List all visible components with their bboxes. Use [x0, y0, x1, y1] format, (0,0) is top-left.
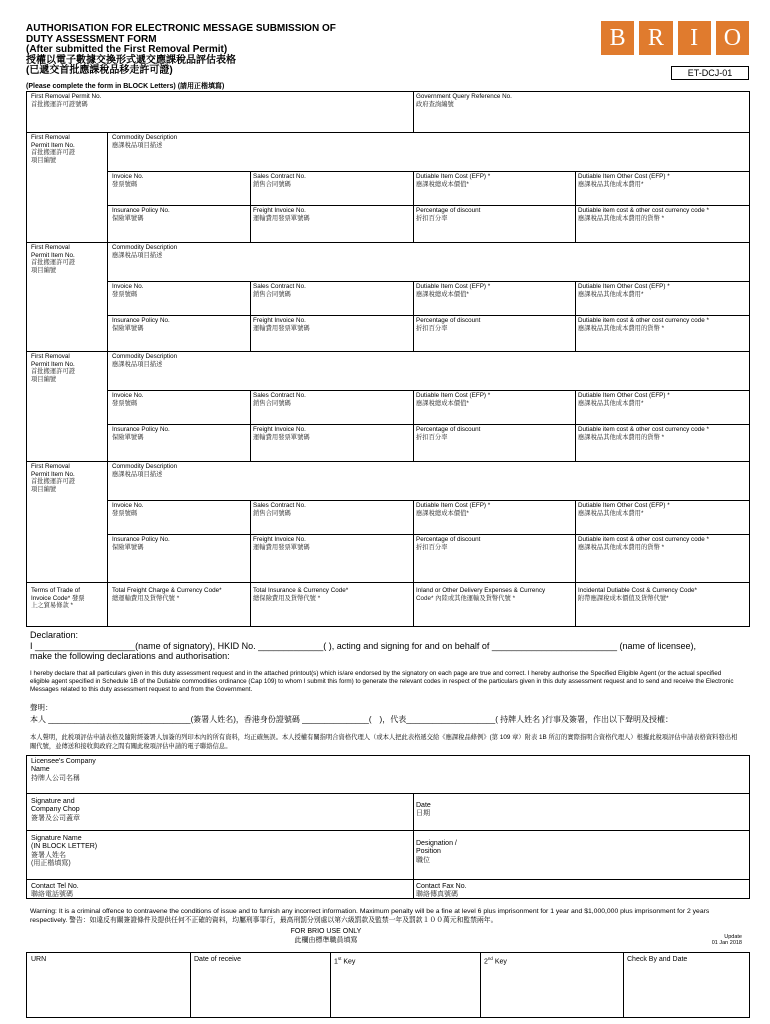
update-date: Update 01 Jan 2018	[711, 934, 742, 947]
second-key-label: 2nd Key	[484, 956, 507, 966]
declaration-heading: Declaration:	[30, 630, 79, 640]
brio-use-only: FOR BRIO USE ONLY 此欄由標準職員填寫	[290, 928, 362, 944]
form-title	[26, 24, 586, 77]
logo-letter-o: O	[716, 21, 749, 55]
declaration-english-text: I hereby declare that all particulars given in this duty assessment request and in the attached printout(s) which is/are endorsed by the signatory on each page are true and correct. I hereby authorise the Specified Eligible Agent (or the actual specified eligible agent specified in Schedule 1B of the Dutiable commodities ordinance (Cap 109) to whom I submit this form) to generate the relevant codes in respect of the particulars given in this duty assessment request and to send and receive the Electronic Messages related to this duty assessment request to and from the Government.	[30, 670, 734, 693]
logo-letter-r: R	[639, 21, 672, 55]
item-3-freight-invoice-no-label: Freight Invoice No. 運輸費用發票單號碼	[253, 426, 310, 441]
item-2-sales-contract-no-label: Sales Contract No. 銷售合同號碼	[253, 283, 306, 298]
item-3-dutiable-other-cost-label: Dutiable Item Other Cost (EFP) * 應課稅品其他成本費用*	[578, 392, 670, 407]
item-4-invoice-no-label: Invoice No. 發票號碼	[112, 502, 144, 517]
first-key-label: 1st Key	[334, 956, 356, 966]
item-3-permit-item-label: First Removal Permit Item No. 首批搬運許可證 項目編號	[31, 353, 76, 383]
item-1-invoice-no-label: Invoice No. 發票號碼	[112, 173, 144, 188]
date-label: Date 日期	[416, 802, 431, 818]
urn-label: URN	[31, 956, 47, 963]
total-insurance-label: Total Insurance & Currency Code* 總保險費用及貨幣代號 *	[253, 587, 349, 602]
item-3-dutiable-item-cost-label: Dutiable Item Cost (EFP) * 應課稅總成本價值*	[416, 392, 491, 407]
declaration-block	[30, 630, 750, 662]
declaration-chinese-text: 本人聲明，此税項評估申請表格及隨附經簽署人加簽的列印本內的所有資料，均正確無誤。本人授權有關指明合資格代理人（或本人把此表格遞交給《應課稅品條例》(第 109 章）附表 1B 所訂的實際指明合資格代理人）根據此稅項評估申請表格資料發出相關代號，並傳送和接收與政府之間有關此稅項評估申請的電子聯絡信息。	[30, 734, 738, 750]
permit-no-label: First Removal Permit No. 首批搬運許可證號碼	[31, 93, 102, 108]
title-line-1: AUTHORISATION FOR ELECTRONIC MESSAGE SUBMISSION OF	[26, 23, 336, 34]
brio-logo	[601, 21, 749, 55]
item-1-freight-invoice-no-label: Freight Invoice No. 運輸費用發票單號碼	[253, 207, 310, 222]
item-4-permit-item-label: First Removal Permit Item No. 首批搬運許可證 項目編號	[31, 463, 76, 493]
declaration-line-1: I ____________________(name of signatory), HKID No. _____________( ), acting and signing for and on behalf of _________________________ (name of licensee),	[30, 640, 696, 651]
brio-processing-table	[26, 952, 750, 1018]
signature-chop-label: Signature and Company Chop 簽署及公司蓋章	[31, 798, 80, 822]
warning-notice	[30, 908, 742, 925]
title-line-5: (已遞交首批應課稅品移走許可證)	[26, 65, 173, 77]
item-1-dutiable-other-cost-label: Dutiable Item Other Cost (EFP) * 應課稅品其他成本費用*	[578, 173, 670, 188]
item-4-insurance-policy-no-label: Insurance Policy No. 保險單號碼	[112, 536, 170, 551]
signature-section	[26, 755, 750, 899]
item-4-freight-invoice-no-label: Freight Invoice No. 運輸費用發票單號碼	[253, 536, 310, 551]
licensee-name-label: Licensee's Company Name 持牌人公司名稱	[31, 758, 96, 782]
item-2-freight-invoice-no-label: Freight Invoice No. 運輸費用發票單號碼	[253, 317, 310, 332]
item-1-commodity-label: Commodity Description 應課稅品項目描述	[112, 134, 178, 149]
item-3-currency-code-label: Dutiable item cost & other cost currency code * 應課稅品其他成本費用的貨幣 *	[578, 426, 709, 441]
title-line-4: 授權以電子數據交換形式遞交應課稅品評估表格	[26, 54, 236, 66]
incidental-cost-label: Incidental Dutiable Cost & Currency Code* 附帶應課稅成本價值及貨幣代號*	[578, 587, 698, 602]
title-line-3: (After submitted the First Removal Permit)	[26, 44, 228, 56]
item-4-discount-percentage-label: Percentage of discount 折扣百分率	[416, 536, 481, 551]
item-2-insurance-policy-no-label: Insurance Policy No. 保險單號碼	[112, 317, 170, 332]
terms-of-trade-label: Terms of Trade of Invoice Code* 發票 上之貿易條款 *	[31, 587, 85, 610]
item-1-permit-item-label: First Removal Permit Item No. 首批搬運許可證 項目編號	[31, 134, 76, 164]
item-1-discount-percentage-label: Percentage of discount 折扣百分率	[416, 207, 481, 222]
item-3-sales-contract-no-label: Sales Contract No. 銷售合同號碼	[253, 392, 306, 407]
logo-letter-b: B	[601, 21, 634, 55]
item-3-commodity-label: Commodity Description 應課稅品項目描述	[112, 353, 178, 368]
item-4-commodity-label: Commodity Description 應課稅品項目描述	[112, 463, 178, 478]
item-4-dutiable-item-cost-label: Dutiable Item Cost (EFP) * 應課稅總成本價值*	[416, 502, 491, 517]
item-2-invoice-no-label: Invoice No. 發票號碼	[112, 283, 144, 298]
form-code-box: ET-DCJ-01	[671, 66, 749, 80]
gov-query-ref-label: Government Query Reference No. 政府查詢編號	[416, 93, 512, 108]
designation-label: Designation / Position 職位	[416, 840, 457, 864]
item-1-sales-contract-no-label: Sales Contract No. 銷售合同號碼	[253, 173, 306, 188]
declaration-chinese-line: 本人 ________________________________(簽署人姓名)，香港身份證號碼 _______________( )，代表____________________( 持牌人姓名 )行事及簽署，作出以下聲明及授權：	[30, 715, 673, 724]
item-1-insurance-policy-no-label: Insurance Policy No. 保險單號碼	[112, 207, 170, 222]
signature-name-label: Signature Name (IN BLOCK LETTER) 簽署人姓名 (用正楷填寫)	[31, 835, 98, 868]
date-of-receive-label: Date of receive	[194, 956, 242, 963]
declaration-chinese-heading: 聲明：	[30, 703, 53, 712]
declaration-line-2: make the following declarations and authorisation:	[30, 651, 230, 662]
item-1-currency-code-label: Dutiable item cost & other cost currency code * 應課稅品其他成本費用的貨幣 *	[578, 207, 709, 222]
item-2-dutiable-other-cost-label: Dutiable Item Other Cost (EFP) * 應課稅品其他成本費用*	[578, 283, 670, 298]
item-4-currency-code-label: Dutiable item cost & other cost currency code * 應課稅品其他成本費用的貨幣 *	[578, 536, 709, 551]
item-4-sales-contract-no-label: Sales Contract No. 銷售合同號碼	[253, 502, 306, 517]
total-freight-label: Total Freight Charge & Currency Code* 總運輸費用及貨幣代號 *	[112, 587, 222, 602]
title-line-2: DUTY ASSESSMENT FORM	[26, 33, 157, 45]
logo-letter-i: I	[678, 21, 711, 55]
item-2-commodity-label: Commodity Description 應課稅品項目描述	[112, 244, 178, 259]
item-2-discount-percentage-label: Percentage of discount 折扣百分率	[416, 317, 481, 332]
block-letters-instruction: (Please complete the form in BLOCK Letters) (請用正楷填寫)	[26, 83, 225, 90]
item-details-table	[26, 91, 750, 627]
item-3-insurance-policy-no-label: Insurance Policy No. 保險單號碼	[112, 426, 170, 441]
contact-tel-label: Contact Tel No. 聯絡電話號碼	[31, 883, 79, 899]
contact-fax-label: Contact Fax No. 聯絡傳真號碼	[416, 883, 467, 899]
item-2-permit-item-label: First Removal Permit Item No. 首批搬運許可證 項目編號	[31, 244, 76, 274]
item-2-dutiable-item-cost-label: Dutiable Item Cost (EFP) * 應課稅總成本價值*	[416, 283, 491, 298]
warning-english: Warning: It is a criminal offence to contravene the conditions of issue and to furnish any incorrect information. Maximum penalty will be a fine at level 6 plus imprisonment for 1 year and $1,000,000 plus imprisonment for 2 years respectively.	[30, 908, 710, 924]
inland-delivery-label: Inland or Other Delivery Expenses & Currency Code* 內陸或其他運輸及貨幣代號 *	[416, 587, 546, 602]
item-4-dutiable-other-cost-label: Dutiable Item Other Cost (EFP) * 應課稅品其他成本費用*	[578, 502, 670, 517]
item-2-currency-code-label: Dutiable item cost & other cost currency code * 應課稅品其他成本費用的貨幣 *	[578, 317, 709, 332]
item-3-discount-percentage-label: Percentage of discount 折扣百分率	[416, 426, 481, 441]
item-1-dutiable-item-cost-label: Dutiable Item Cost (EFP) * 應課稅總成本價值*	[416, 173, 491, 188]
check-by-date-label: Check By and Date	[627, 956, 688, 963]
item-3-invoice-no-label: Invoice No. 發票號碼	[112, 392, 144, 407]
warning-chinese: 警告：如違反有關簽證條件及提供任何不正確的資料，均屬刑事罪行，最高刑罰分別處以第六級罰款及監禁一年及罰款１００萬元和監禁兩年。	[69, 916, 498, 924]
